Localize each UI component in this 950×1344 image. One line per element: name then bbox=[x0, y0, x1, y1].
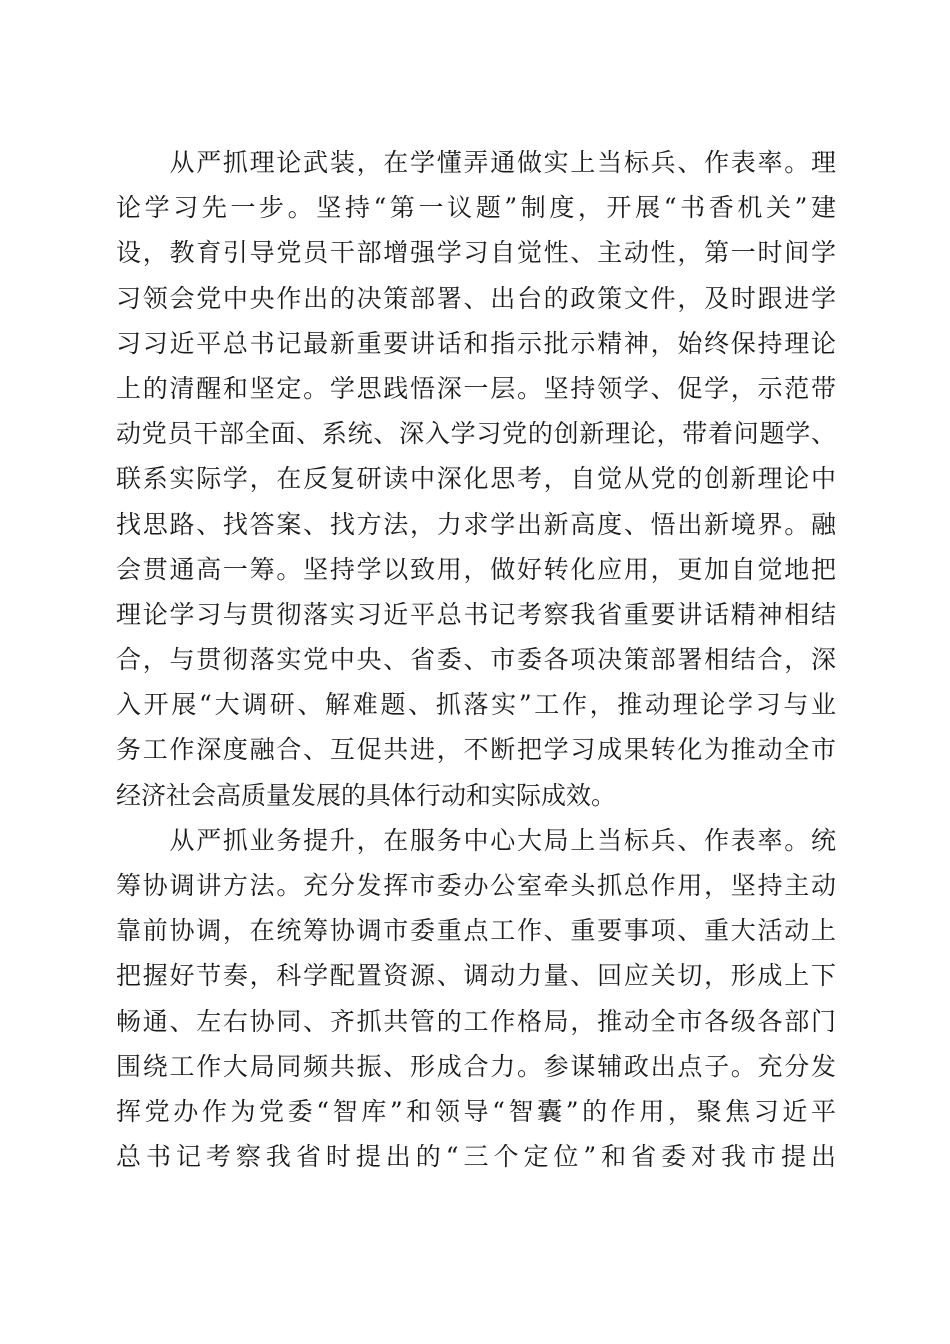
text-line: 总书记考察我省时提出的“三个定位”和省委对我市提出 bbox=[116, 1142, 836, 1172]
paragraph-2 bbox=[116, 818, 836, 1180]
text-line: 设，教育引导党员干部增强学习自觉性、主动性，第一时间学 bbox=[116, 238, 836, 268]
text-line: 上的清醒和坚定。学思践悟深一层。坚持领学、促学，示范带 bbox=[116, 373, 836, 403]
text-line: 畅通、左右协同、齐抓共管的工作格局，推动全市各级各部门 bbox=[116, 1006, 836, 1036]
text-line: 入开展“大调研、解难题、抓落实”工作，推动理论学习与业 bbox=[116, 690, 836, 720]
text-line: 习习近平总书记最新重要讲话和指示批示精神，始终保持理论 bbox=[116, 328, 836, 358]
text-line: 找思路、找答案、找方法，力求学出新高度、悟出新境界。融 bbox=[116, 509, 836, 539]
text-line: 联系实际学，在反复研读中深化思考，自觉从党的创新理论中 bbox=[116, 464, 836, 494]
text-line: 把握好节奏，科学配置资源、调动力量、回应关切，形成上下 bbox=[116, 961, 836, 991]
text-line: 务工作深度融合、互促共进，不断把学习成果转化为推动全市 bbox=[116, 735, 836, 765]
text-line: 靠前协调，在统筹协调市委重点工作、重要事项、重大活动上 bbox=[116, 916, 836, 946]
body-text bbox=[116, 140, 836, 1179]
text-line: 理论学习与贯彻落实习近平总书记考察我省重要讲话精神相结 bbox=[116, 599, 836, 629]
text-line: 习领会党中央作出的决策部署、出台的政策文件，及时跟进学 bbox=[116, 283, 836, 313]
text-line: 会贯通高一筹。坚持学以致用，做好转化应用，更加自觉地把 bbox=[116, 554, 836, 584]
text-line: 挥党办作为党委“智库”和领导“智囊”的作用，聚焦习近平 bbox=[116, 1096, 836, 1126]
text-line: 围绕工作大局同频共振、形成合力。参谋辅政出点子。充分发 bbox=[116, 1051, 836, 1081]
text-line: 从严抓理论武装，在学懂弄通做实上当标兵、作表率。理 bbox=[116, 148, 836, 177]
text-line: 从严抓业务提升，在服务中心大局上当标兵、作表率。统 bbox=[116, 825, 836, 855]
text-line: 论学习先一步。坚持“第一议题”制度，开展“书香机关”建 bbox=[116, 193, 836, 223]
text-line: 筹协调讲方法。充分发挥市委办公室牵头抓总作用，坚持主动 bbox=[116, 871, 836, 900]
text-line: 动党员干部全面、系统、深入学习党的创新理论，带着问题学、 bbox=[116, 419, 836, 449]
text-line: 经济社会高质量发展的具体行动和实际成效。 bbox=[116, 780, 617, 810]
paragraph-1 bbox=[116, 140, 836, 818]
text-line: 合，与贯彻落实党中央、省委、市委各项决策部署相结合，深 bbox=[116, 645, 836, 675]
